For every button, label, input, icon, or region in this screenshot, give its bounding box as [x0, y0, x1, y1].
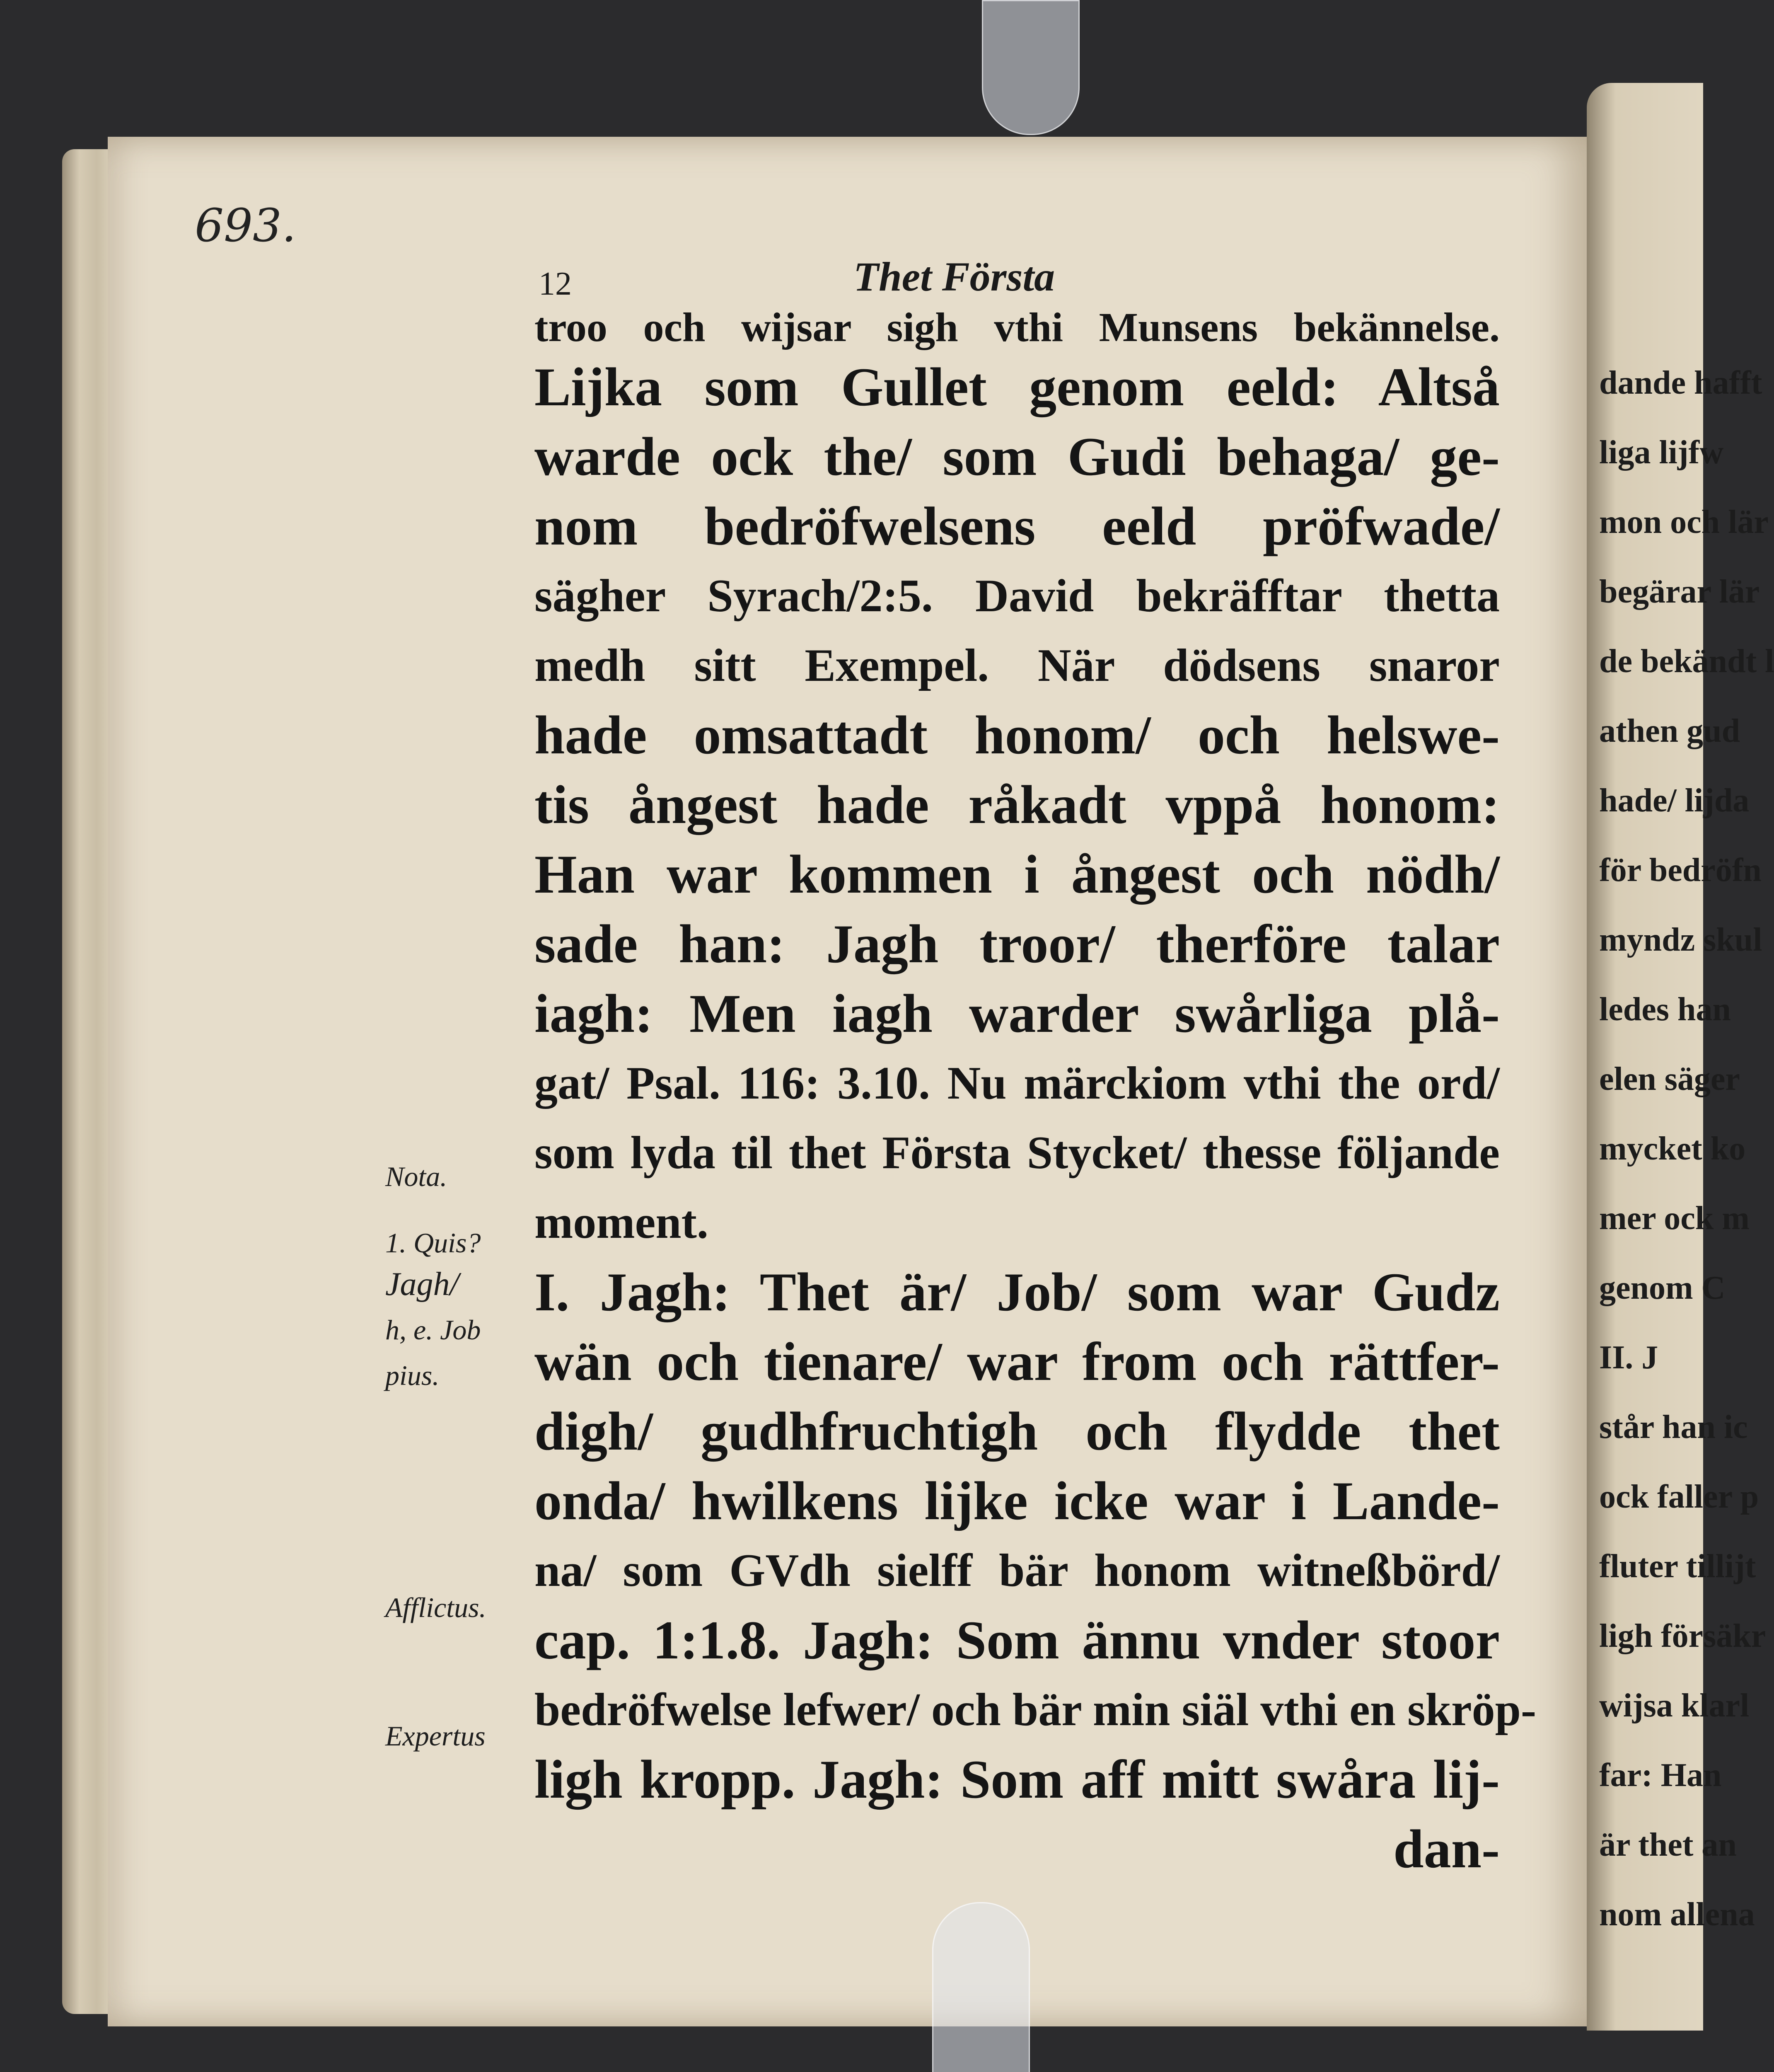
right-page-line: är thet an [1599, 1827, 1737, 1863]
margin-note-he-job: h, e. Job [385, 1314, 481, 1346]
text-line: dan- [1393, 1818, 1500, 1879]
text-line: Lijka som Gullet genom eeld: Altså [534, 356, 1500, 417]
right-page-line: genom C [1599, 1270, 1726, 1306]
margin-note-expertus: Expertus [385, 1720, 486, 1752]
right-page-line: myndz skul [1599, 922, 1762, 958]
right-page-line: wijsa klarl [1599, 1687, 1750, 1724]
text-line: sägher Syrach/2:5. David bekräfftar thetta [534, 570, 1500, 622]
text-line: som lyda til thet Första Stycket/ thesse följande [534, 1127, 1500, 1179]
right-page-text [1587, 348, 1774, 1949]
right-page-line: II. J [1599, 1339, 1658, 1376]
right-page-line: står han ic [1599, 1409, 1748, 1445]
text-line: iagh: Men iagh warder swårliga plå- [534, 983, 1500, 1044]
right-page-line: mon och lär [1599, 504, 1769, 540]
right-page-line: begärar lär [1599, 574, 1760, 610]
text-line: gat/ Psal. 116: 3.10. Nu märckiom vthi the ord/ [534, 1058, 1500, 1109]
right-page-line: mer ock m [1599, 1200, 1750, 1237]
right-page-line: far: Han [1599, 1757, 1722, 1794]
right-page-line: nom allena [1599, 1896, 1755, 1933]
right-page-line: för bedröfn [1599, 852, 1762, 888]
text-line: Han war kommen i ångest och nödh/ [534, 844, 1500, 905]
text-line: wän och tienare/ war from och rättfer- [534, 1331, 1500, 1392]
page-number: 12 [539, 266, 572, 302]
text-line: nom bedröfwelsens eeld pröfwade/ [534, 496, 1500, 557]
book-clip-top [982, 0, 1080, 135]
text-line: I. Jagh: Thet är/ Job/ som war Gudz [534, 1261, 1500, 1322]
right-page-line: ledes han [1599, 991, 1731, 1028]
right-page-line: ock faller p [1599, 1479, 1759, 1515]
text-line: cap. 1:1.8. Jagh: Som ännu vnder stoor [534, 1610, 1500, 1670]
right-page-line: ligh försäkr [1599, 1618, 1766, 1654]
text-line: medh sitt Exempel. När dödsens snaror [534, 640, 1500, 691]
right-page-line: liga lijfw [1599, 434, 1723, 471]
right-page-line: athen gud [1599, 713, 1740, 749]
text-line: warde ock the/ som Gudi behaga/ ge- [534, 426, 1500, 487]
right-page-line: elen säger [1599, 1061, 1740, 1097]
body-text [534, 303, 1537, 1884]
right-page [1587, 83, 1774, 2031]
book-clip-bottom [932, 1902, 1030, 2072]
text-line: hade omsattadt honom/ och helswe- [534, 704, 1500, 765]
text-line: moment. [534, 1197, 708, 1248]
text-line: na/ som GVdh sielff bär honom witneßbörd/ [534, 1545, 1500, 1596]
right-page-line: de bekändt l [1599, 643, 1774, 680]
text-line: onda/ hwilkens lijke icke war i Lande- [534, 1470, 1500, 1531]
running-head: Thet Första [853, 254, 1055, 300]
margin-note-pius: pius. [385, 1360, 440, 1391]
text-line: digh/ gudhfruchtigh och flydde thet [534, 1401, 1500, 1462]
right-page-line: mycket ko [1599, 1130, 1746, 1167]
margin-note-afflictus: Afflictus. [385, 1592, 486, 1623]
margin-note-quis: 1. Quis? [385, 1227, 481, 1259]
text-line: ligh kropp. Jagh: Som aff mitt swåra lij- [534, 1749, 1500, 1810]
text-line: tis ångest hade råkadt vppå honom: [534, 774, 1500, 835]
right-page-line: dande hafft [1599, 365, 1762, 401]
text-line: troo och wijsar sigh vthi Munsens bekännelse. [534, 304, 1500, 350]
right-page-line: hade/ lijda [1599, 782, 1750, 819]
manuscript-number: 693. [195, 199, 296, 252]
text-line: bedröfwelse lefwer/ och bär min siäl vthi en skröp- [534, 1684, 1537, 1736]
right-page-line: fluter tillijt [1599, 1548, 1756, 1585]
margin-note-jagh: Jagh/ [385, 1266, 459, 1302]
margin-note-nota: Nota. [385, 1161, 447, 1192]
text-line: sade han: Jagh troor/ therföre talar [534, 913, 1500, 974]
